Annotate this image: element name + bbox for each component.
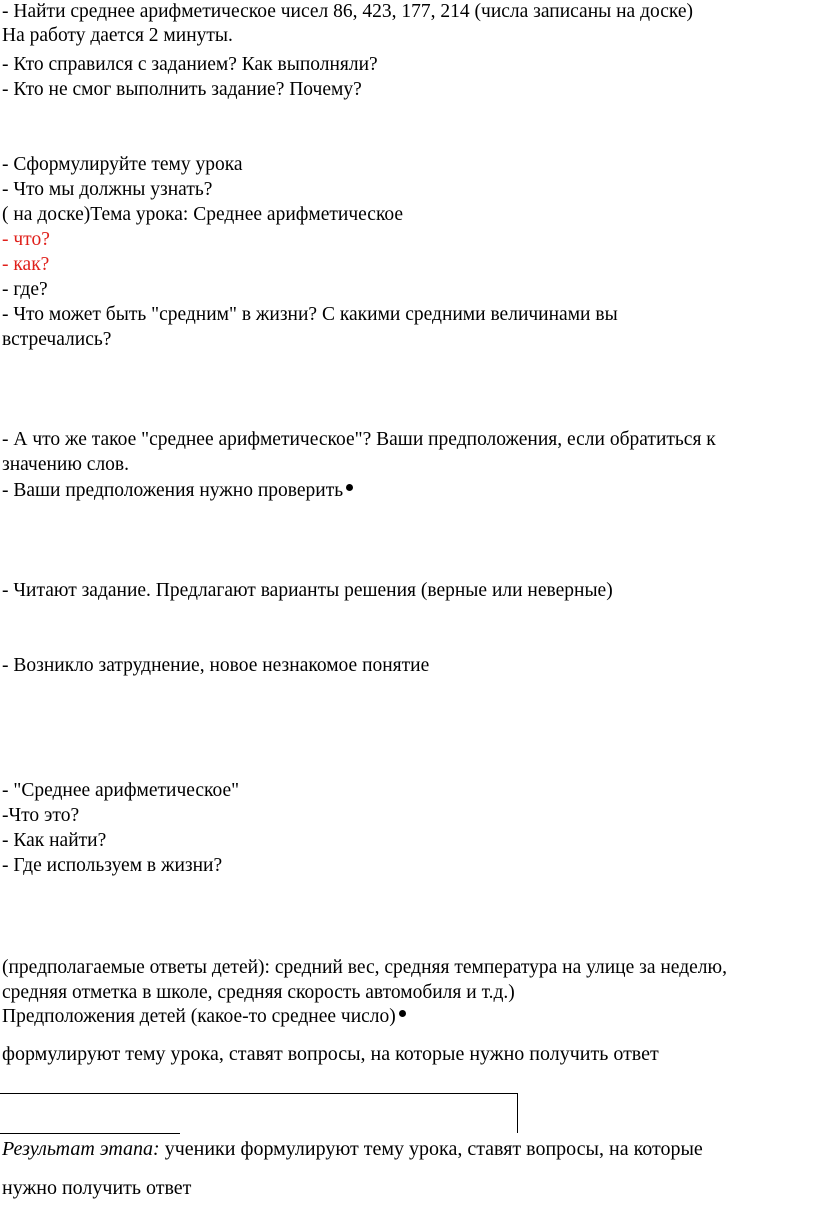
result-label: Результат этапа: xyxy=(2,1138,160,1160)
formulate-line: формулируют тему урока, ставят вопросы, на которые нужно получить ответ xyxy=(2,1043,659,1065)
red-question-how: - как? xyxy=(2,254,50,275)
question-line: - Кто не смог выполнить задание? Почему? xyxy=(2,79,362,100)
result-table-cell xyxy=(0,1093,518,1133)
separator-rule xyxy=(0,1133,180,1134)
check-text: - Ваши предположения нужно проверить xyxy=(2,480,344,501)
bullet-icon xyxy=(346,484,353,491)
expected-answers-line: (предполагаемые ответы детей): средний вес, средняя температура на улице за неделю, xyxy=(2,957,727,978)
question-line: - Что может быть "средним" в жизни? С какими средними величинами вы xyxy=(2,304,618,325)
concept-line: - "Среднее арифметическое" xyxy=(2,780,240,801)
question-line: - Что мы должны узнать? xyxy=(2,179,213,200)
question-line-cont: встречались? xyxy=(2,329,112,350)
expected-answers-cont: средняя отметка в школе, средняя скорость автомобиля и т.д.) xyxy=(2,982,515,1003)
check-line xyxy=(2,479,353,503)
children-guess-line xyxy=(2,1005,406,1029)
question-line: - Как найти? xyxy=(2,830,107,851)
question-where: - где? xyxy=(2,279,48,300)
question-line: - Сформулируйте тему урока xyxy=(2,154,243,175)
student-activity-line: - Читают задание. Предлагают варианты решения (верные или неверные) xyxy=(2,580,613,601)
difficulty-line: - Возникло затруднение, новое незнакомое понятие xyxy=(2,655,430,676)
result-line xyxy=(2,1137,703,1161)
question-line: -Что это? xyxy=(2,805,80,826)
question-line: - Кто справился с заданием? Как выполняли? xyxy=(2,54,378,75)
question-line-cont: значению слов. xyxy=(2,454,130,475)
bullet-icon xyxy=(399,1010,406,1017)
result-text: ученики формулируют тему урока, ставят вопросы, на которые xyxy=(159,1138,703,1160)
question-line: - А что же такое "среднее арифметическое"? Ваши предположения, если обратиться к xyxy=(2,429,716,450)
children-guess-text: Предположения детей (какое-то среднее число) xyxy=(2,1006,396,1027)
red-question-what: - что? xyxy=(2,229,50,250)
result-line-cont: нужно получить ответ xyxy=(2,1177,192,1199)
time-limit-line: На работу дается 2 минуты. xyxy=(2,25,233,46)
lesson-topic-line: ( на доске)Тема урока: Среднее арифметическое xyxy=(2,204,404,225)
question-line: - Где используем в жизни? xyxy=(2,855,223,876)
task-line: - Найти среднее арифметическое чисел 86, 423, 177, 214 (числа записаны на доске) xyxy=(2,1,694,22)
